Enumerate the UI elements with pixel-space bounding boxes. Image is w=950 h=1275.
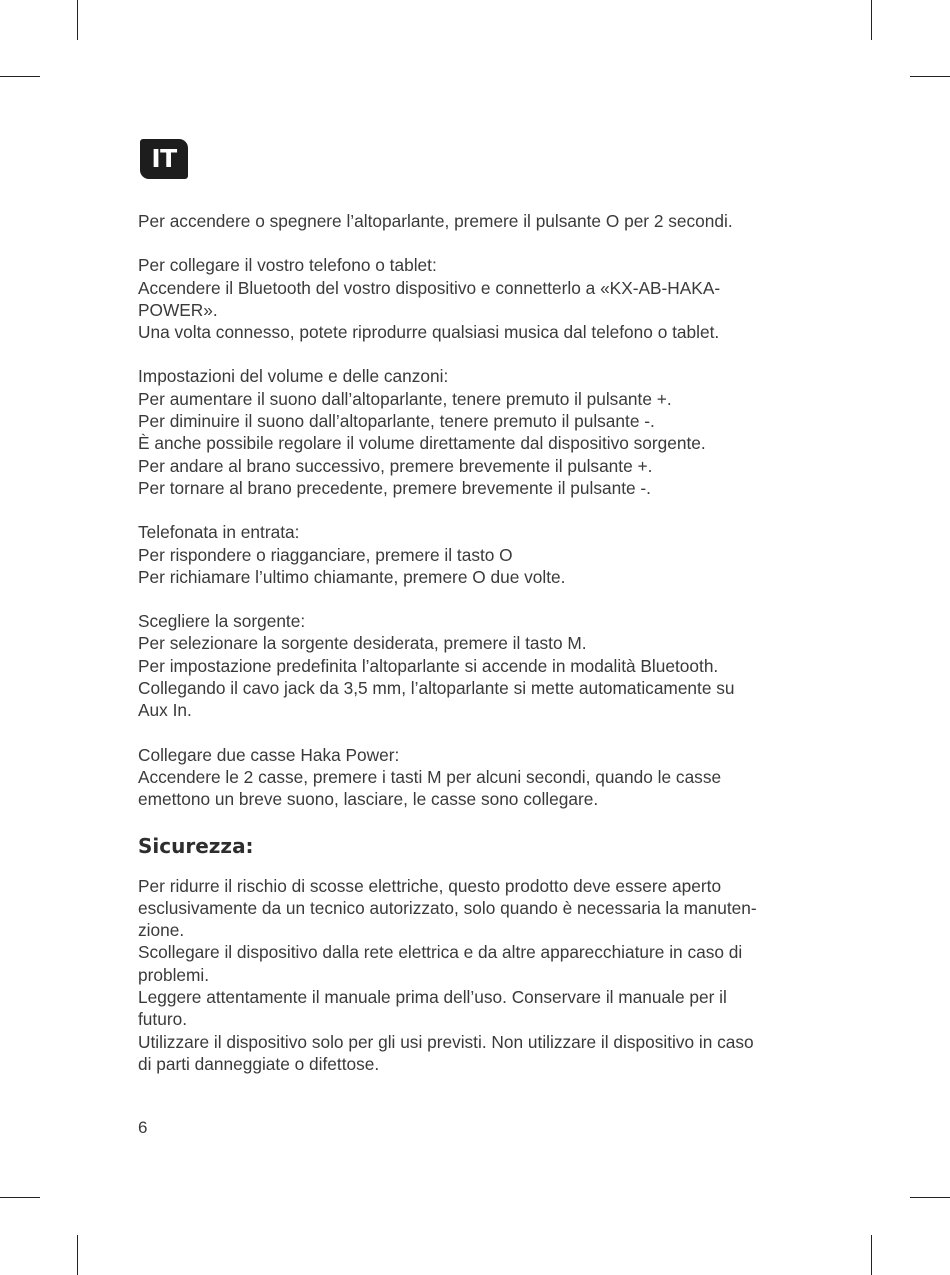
text-line: Per selezionare la sorgente desiderata, premere il tasto M. (138, 633, 587, 654)
text-line: Per accendere o spegnere l’altoparlante, premere il pulsante O per 2 secondi. (138, 211, 733, 231)
text-line: Accendere il Bluetooth del vostro dispositivo e connetterlo a «KX-AB-HAKA- (138, 277, 721, 298)
text-line: Per impostazione predefinita l’altoparlante si accende in modalità Bluetooth. (138, 655, 719, 676)
crop-mark-top-left-horizontal (0, 76, 40, 77)
paragraph-source (138, 610, 818, 721)
text-line: Accendere le 2 casse, premere i tasti M per alcuni secondi, quando le casse (138, 766, 722, 787)
text-line: Collegare due casse Haka Power: (138, 744, 400, 765)
text-line: Scegliere la sorgente: (138, 611, 306, 632)
text-line: Per ridurre il rischio di scosse elettriche, questo prodotto deve essere aperto (138, 875, 722, 896)
text-line: Per tornare al brano precedente, premere brevemente il pulsante -. (138, 477, 651, 498)
text-line: Utilizzare il dispositivo solo per gli usi previsti. Non utilizzare il dispositivo in caso (138, 1031, 754, 1052)
text-line: problemi. (138, 964, 210, 985)
text-line: Impostazioni del volume e delle canzoni: (138, 366, 449, 387)
text-line: Aux In. (138, 700, 192, 721)
page-number: 6 (138, 1118, 148, 1137)
text-line: Leggere attentamente il manuale prima dell’uso. Conservare il manuale per il (138, 987, 727, 1008)
text-line: di parti danneggiate o difettose. (138, 1053, 380, 1074)
crop-mark-top-right-horizontal (910, 76, 950, 77)
crop-mark-bottom-left-vertical (77, 1235, 78, 1275)
paragraph-incoming-call (138, 521, 818, 588)
text-line: Per andare al brano successivo, premere brevemente il pulsante +. (138, 455, 653, 476)
crop-mark-bottom-right-horizontal (910, 1197, 950, 1198)
paragraph-power (138, 210, 818, 232)
text-line: Una volta connesso, potete riprodurre qualsiasi musica dal telefono o tablet. (138, 322, 720, 343)
text-line: Collegando il cavo jack da 3,5 mm, l’altoparlante si mette automaticamente su (138, 678, 735, 699)
text-line: futuro. (138, 1009, 187, 1030)
text-line: zione. (138, 920, 185, 941)
text-line: Per diminuire il suono dall’altoparlante, tenere premuto il pulsante -. (138, 411, 655, 432)
paragraph-pairing (138, 744, 818, 811)
language-badge: IT (140, 139, 188, 179)
crop-mark-top-right-vertical (871, 0, 872, 40)
text-line: emettono un breve suono, lasciare, le casse sono collegare. (138, 789, 599, 810)
text-line: esclusivamente da un tecnico autorizzato, solo quando è necessaria la manuten- (138, 897, 757, 918)
text-line: POWER». (138, 299, 218, 320)
paragraph-connect (138, 254, 818, 343)
text-line: Per rispondere o riagganciare, premere il tasto O (138, 544, 513, 565)
text-line: Per aumentare il suono dall’altoparlante, tenere premuto il pulsante +. (138, 388, 672, 409)
crop-mark-bottom-right-vertical (871, 1235, 872, 1275)
paragraph-safety (138, 875, 818, 1076)
text-line: Per richiamare l’ultimo chiamante, premere O due volte. (138, 566, 566, 587)
manual-content (138, 210, 818, 1097)
crop-mark-top-left-vertical (77, 0, 78, 40)
text-line: È anche possibile regolare il volume direttamente dal dispositivo sorgente. (138, 433, 706, 454)
text-line: Telefonata in entrata: (138, 522, 300, 543)
safety-heading: Sicurezza: (138, 833, 254, 858)
crop-mark-bottom-left-horizontal (0, 1197, 40, 1198)
paragraph-volume (138, 365, 818, 499)
text-line: Scollegare il dispositivo dalla rete elettrica e da altre apparecchiature in caso di (138, 942, 743, 963)
text-line: Per collegare il vostro telefono o tablet: (138, 255, 437, 276)
